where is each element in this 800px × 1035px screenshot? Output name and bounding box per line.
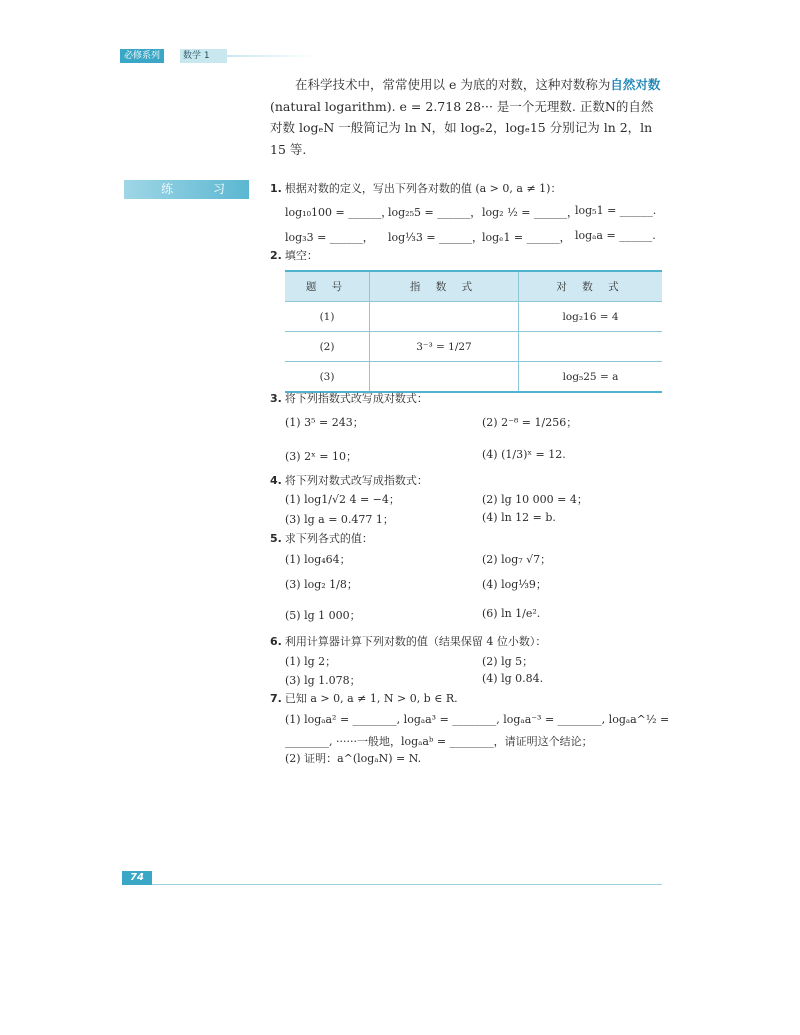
q6-prompt — [270, 633, 546, 649]
exponential-cell: 3⁻³ = 1/27 — [370, 332, 519, 362]
q6-number: 6. — [270, 635, 282, 648]
q4-text: 将下列对数式改写成指数式： — [284, 474, 428, 487]
q3-item-1: (1) 3⁵ = 243； — [285, 416, 364, 429]
q5-item-1: (1) log₄64； — [285, 553, 351, 566]
table-header-row — [285, 271, 662, 302]
page-number: 74 — [122, 871, 152, 885]
q7-line-1: (1) logₐa² = ________, logₐa³ = ________, logₐa⁻³ = ________, logₐa^½ = — [285, 713, 670, 726]
q5-item-3: (3) log₂ 1/8； — [285, 578, 358, 591]
row-number: (2) — [285, 332, 370, 362]
q1-r1-a: log₁₀100 = ______， — [285, 206, 393, 219]
q7-prompt — [270, 690, 458, 706]
table-row — [285, 302, 662, 332]
exponential-cell[interactable] — [370, 362, 519, 393]
q1-r1-d: log₅1 = ______. — [575, 204, 657, 217]
q4-prompt — [270, 472, 428, 488]
q3-number: 3. — [270, 392, 282, 405]
q1-r2-c: logₑ1 = ______， — [482, 231, 571, 244]
q5-item-5: (5) lg 1 000； — [285, 609, 361, 622]
q1-number: 1. — [270, 182, 282, 195]
q3-text: 将下列指数式改写成对数式： — [284, 392, 428, 405]
row-number: (1) — [285, 302, 370, 332]
q4-item-3: (3) lg a = 0.477 1； — [285, 513, 394, 526]
row-number: (3) — [285, 362, 370, 393]
q3-item-2: (2) 2⁻⁸ = 1/256； — [482, 416, 578, 429]
q7-number: 7. — [270, 692, 282, 705]
exponential-cell[interactable] — [370, 302, 519, 332]
series-tag: 必修系列 — [120, 49, 164, 63]
q5-item-2: (2) log₇ √7； — [482, 553, 552, 566]
fill-table — [285, 270, 662, 393]
q5-item-4: (4) log⅓9； — [482, 578, 547, 591]
q4-item-2: (2) lg 10 000 = 4； — [482, 493, 588, 506]
col-number: 题 号 — [285, 271, 370, 302]
q7-text: 已知 a > 0, a ≠ 1, N > 0, b ∈ R. — [284, 692, 458, 705]
q2-text: 填空： — [284, 249, 318, 262]
intro-text-2: (natural logarithm). e = 2.718 28··· 是一个无理数. 正数N的自然对数 logₑN 一般简记为 ln N，如 logₑ2，logₑ15 分别记为 ln 2，ln 15 等. — [270, 98, 654, 157]
q1-r2-d: logₐa = ______. — [575, 229, 656, 242]
q1-r2-b: log⅓3 = ______， — [388, 231, 484, 244]
q6-item-4: (4) lg 0.84. — [482, 672, 544, 685]
q2-prompt — [270, 247, 318, 263]
q1-r1-c: log₂ ½ = ______， — [482, 206, 578, 219]
q5-prompt — [270, 530, 373, 546]
q4-number: 4. — [270, 474, 282, 487]
q7-line-3: (2) 证明：a^(logₐN) = N. — [285, 752, 422, 765]
q6-item-1: (1) lg 2； — [285, 655, 337, 668]
header-rule — [227, 55, 317, 57]
book-title: 数学 1 — [180, 49, 227, 63]
q2-number: 2. — [270, 249, 282, 262]
q1-r1-b: log₂₅5 = ______， — [388, 206, 482, 219]
col-exponential: 指 数 式 — [370, 271, 519, 302]
natural-log-term: 自然对数 — [610, 77, 661, 92]
q5-text: 求下列各式的值： — [284, 532, 373, 545]
table-row — [285, 332, 662, 362]
q1-r2-a: log₃3 = ______， — [285, 231, 374, 244]
q6-item-2: (2) lg 5； — [482, 655, 534, 668]
table-row — [285, 362, 662, 393]
exercise-banner: 练 习 — [124, 180, 249, 199]
logarithmic-cell: log₂16 = 4 — [519, 302, 663, 332]
q5-item-6: (6) ln 1/e². — [482, 607, 541, 620]
q3-item-4: (4) (1/3)ˣ = 12. — [482, 448, 566, 461]
logarithmic-cell: log₅25 = a — [519, 362, 663, 393]
q4-item-1: (1) log1/√2 4 = −4； — [285, 493, 400, 506]
q5-number: 5. — [270, 532, 282, 545]
q3-item-3: (3) 2ˣ = 10； — [285, 450, 357, 463]
col-logarithmic: 对 数 式 — [519, 271, 663, 302]
footer-rule — [152, 884, 662, 885]
intro-text-1: 在科学技术中，常常使用以 e 为底的对数，这种对数称为 — [295, 77, 611, 92]
q1-prompt — [270, 180, 561, 196]
q6-item-3: (3) lg 1.078； — [285, 674, 361, 687]
q7-line-2: ________, ······一般地，logₐaᵇ = ________，请证明这个结论； — [285, 735, 593, 748]
logarithmic-cell[interactable] — [519, 332, 663, 362]
q6-text: 利用计算器计算下列对数的值（结果保留 4 位小数）： — [284, 635, 547, 648]
q4-item-4: (4) ln 12 = b. — [482, 511, 556, 524]
q3-prompt — [270, 390, 428, 406]
q1-text: 根据对数的定义，写出下列各对数的值 (a > 0, a ≠ 1)： — [284, 182, 562, 195]
intro-paragraph — [270, 74, 665, 160]
